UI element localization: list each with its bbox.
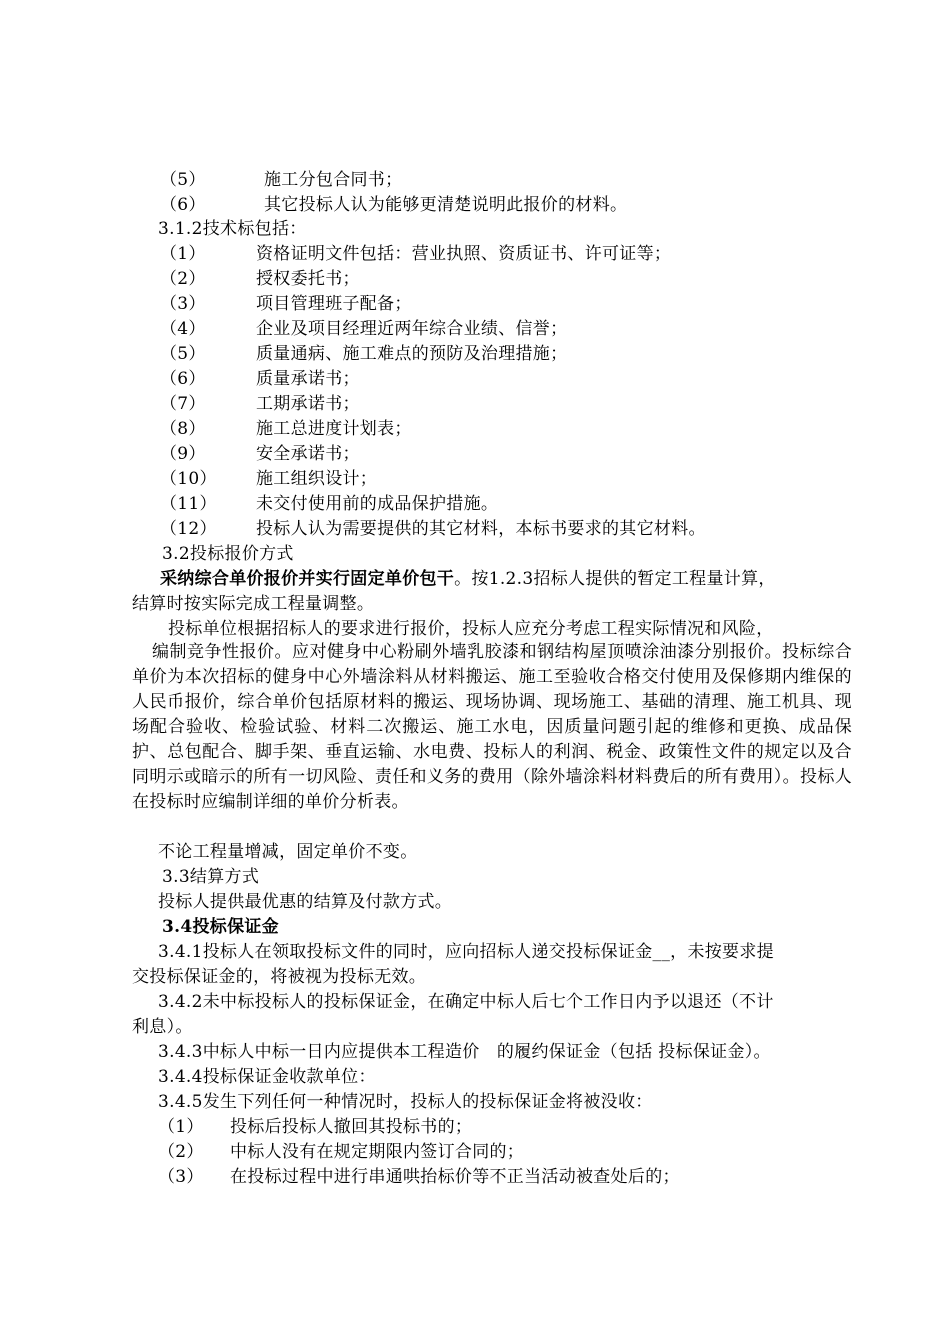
list-item-number: （8） bbox=[160, 419, 206, 439]
paragraph-text: 。按1.2.3招标人提供的暂定工程量计算， bbox=[454, 569, 776, 589]
list-item-number: （2） bbox=[160, 269, 206, 289]
list-item-number: （2） bbox=[158, 1142, 204, 1162]
list-item-number: （3） bbox=[158, 1167, 204, 1187]
list-item-text: 工期承诺书； bbox=[256, 394, 360, 414]
list-item-text: 未交付使用前的成品保护措施。 bbox=[256, 494, 499, 514]
section-heading-3-2: 3.2投标报价方式 bbox=[162, 544, 294, 564]
section-heading-3-1-2: 3.1.2技术标包括： bbox=[158, 219, 307, 239]
paragraph-line: 3.4.1投标人在领取投标文件的同时，应向招标人递交投标保证金__，未按要求提 bbox=[158, 942, 774, 962]
paragraph-line: 交投标保证金的，将被视为投标无效。 bbox=[132, 967, 427, 987]
list-item-number: （3） bbox=[160, 294, 206, 314]
list-item-text: 中标人没有在规定期限内签订合同的； bbox=[230, 1142, 525, 1162]
list-item-number: （4） bbox=[160, 319, 206, 339]
list-item-text: 企业及项目经理近两年综合业绩、信誉； bbox=[256, 319, 568, 339]
bold-emphasis: 采纳综合单价报价并实行固定单价包干 bbox=[160, 569, 455, 589]
list-item-text: 资格证明文件包括：营业执照、资质证书、许可证等； bbox=[256, 244, 672, 264]
list-item-text: 施工组织设计； bbox=[256, 469, 378, 489]
paragraph-line: 3.4.2未中标投标人的投标保证金，在确定中标人后七个工作日内予以退还（不计 bbox=[158, 992, 774, 1012]
list-item-number: （1） bbox=[158, 1117, 204, 1137]
list-item-text: 施工总进度计划表； bbox=[256, 419, 412, 439]
paragraph-line bbox=[160, 567, 776, 591]
paragraph-line: 投标人提供最优惠的结算及付款方式。 bbox=[158, 892, 453, 912]
list-item-text: 授权委托书； bbox=[256, 269, 360, 289]
list-item-number: （10） bbox=[160, 469, 217, 489]
paragraph bbox=[132, 640, 852, 815]
list-item-number: （7） bbox=[160, 394, 206, 414]
paragraph-line: 3.4.5发生下列任何一种情况时，投标人的投标保证金将被没收： bbox=[158, 1092, 653, 1112]
section-heading-3-4: 3.4投标保证金 bbox=[162, 917, 279, 937]
section-heading-3-3: 3.3结算方式 bbox=[162, 867, 260, 887]
list-item-text: 其它投标人认为能够更清楚说明此报价的材料。 bbox=[264, 195, 628, 215]
list-item-text: 质量承诺书； bbox=[256, 369, 360, 389]
list-item-text: 质量通病、施工难点的预防及治理措施； bbox=[256, 344, 568, 364]
list-item-number: （11） bbox=[160, 494, 217, 514]
list-item-text: 项目管理班子配备； bbox=[256, 294, 412, 314]
paragraph-line: 结算时按实际完成工程量调整。 bbox=[132, 594, 375, 614]
list-item-number: （5） bbox=[160, 344, 206, 364]
list-item-text: 投标后投标人撤回其投标书的； bbox=[230, 1117, 473, 1137]
list-item-number: （6） bbox=[160, 369, 206, 389]
list-item-number: （12） bbox=[160, 519, 217, 539]
paragraph-line: 投标单位根据招标人的要求进行报价，投标人应充分考虑工程实际情况和风险， bbox=[168, 619, 774, 639]
list-item-number: （5） bbox=[160, 170, 206, 190]
list-item-text: 施工分包合同书； bbox=[264, 170, 403, 190]
list-item-text: 安全承诺书； bbox=[256, 444, 360, 464]
list-item-text: 在投标过程中进行串通哄抬标价等不正当活动被查处后的； bbox=[230, 1167, 680, 1187]
paragraph-text: 编制竞争性报价。应对健身中心粉刷外墙乳胶漆和钢结构屋顶喷涂油漆分别报价。投标综合单价为本次招标的健身中心外墙涂料从材料搬运、施工至验收合格交付使用及保修期内维保的人民币报价，综合单价包括原材料的搬运、现场协调、现场施工、基础的清理、施工机具、现场配合验收、检验试验、材料二次搬运、施工水电，因质量问题引起的维修和更换、成品保护、总包配合、脚手架、垂直运输、水电费、投标人的利润、税金、政策性文件的规定以及合同明示或暗示的所有一切风险、责任和义务的费用（除外墙涂料材料费后的所有费用）。投标人在投标时应编制详细的单价分析表。 bbox=[132, 642, 852, 812]
list-item-text: 投标人认为需要提供的其它材料，本标书要求的其它材料。 bbox=[256, 519, 706, 539]
list-item-number: （1） bbox=[160, 244, 206, 264]
list-item-number: （6） bbox=[160, 195, 206, 215]
paragraph-line: 3.4.4投标保证金收款单位： bbox=[158, 1067, 376, 1087]
paragraph-line: 利息）。 bbox=[132, 1017, 193, 1037]
list-item-number: （9） bbox=[160, 444, 206, 464]
paragraph-line: 3.4.3中标人中标一日内应提供本工程造价 的履约保证金（包括 投标保证金）。 bbox=[158, 1042, 771, 1062]
paragraph-line: 不论工程量增减，固定单价不变。 bbox=[158, 842, 418, 862]
